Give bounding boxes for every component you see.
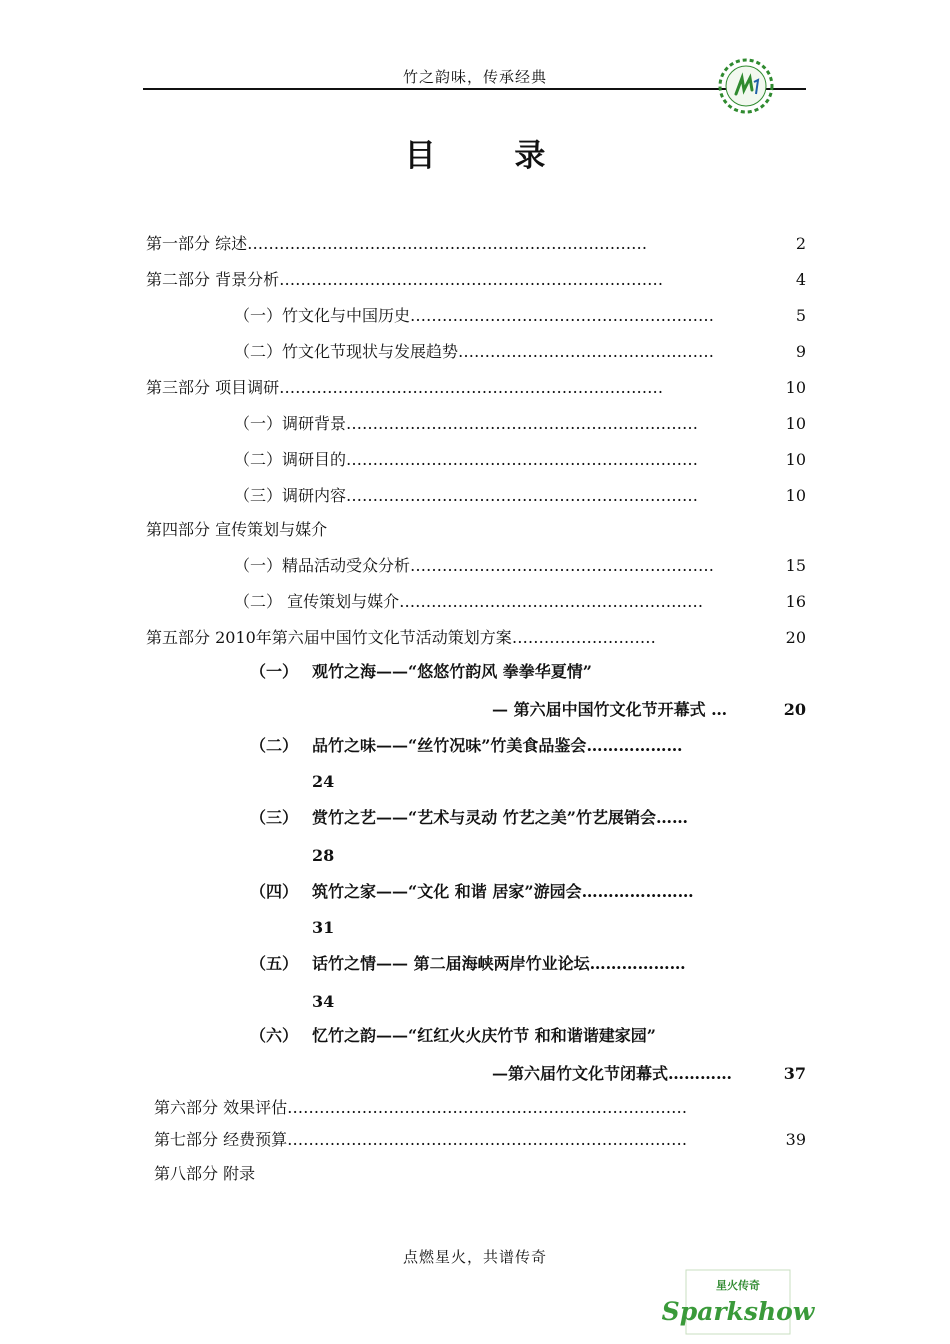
bamboo-festival-logo: [716, 56, 776, 116]
toc-entry-label: 第八部分 附录: [154, 1164, 256, 1183]
toc-page-number: 15: [782, 554, 806, 578]
toc-entry-number: （六）: [250, 1026, 299, 1045]
toc-entry-label: （一）调研背景: [234, 414, 347, 433]
toc-leader-dots: …………………………………………………………………: [247, 234, 648, 253]
toc-leader-dots: …………………………………………………………………: [287, 1130, 688, 1149]
toc-entry-label: 第五部分 2010年第六届中国竹文化节活动策划方案: [146, 628, 512, 647]
toc-entry-number: （一）: [250, 662, 299, 681]
toc-entry-label: （一）精品活动受众分析: [234, 556, 411, 575]
toc-page-number: 4: [792, 268, 806, 292]
toc-entry-label: 第七部分 经费预算: [154, 1130, 288, 1149]
toc-leader-dots: ………………………………………………………………: [279, 378, 664, 397]
toc-leader-dots: ………………………………………………………………: [279, 270, 664, 289]
toc-entry-label: 忆竹之韵——“红红火火庆竹节 和和谐谐建家园”: [312, 1026, 656, 1045]
toc-entry-label: 观竹之海——“悠悠竹韵风 拳拳华夏情”: [312, 662, 592, 681]
toc-entry[interactable]: [250, 734, 806, 758]
toc-entry[interactable]: [234, 590, 806, 614]
toc-leader-dots: …………………………………………………………: [346, 414, 699, 433]
toc-entry[interactable]: [146, 268, 806, 292]
toc-entry[interactable]: [250, 952, 806, 976]
toc-leader-dots: …………………………………………………: [410, 556, 715, 575]
toc-entry[interactable]: [250, 660, 806, 684]
toc-entry[interactable]: [250, 1024, 806, 1048]
toc-leader-dots: …………………………………………: [458, 342, 715, 361]
toc-entry-label: （二） 宣传策划与媒介: [234, 592, 400, 611]
footer-motto: 点燃星火，共谱传奇: [402, 1248, 547, 1266]
toc-entry[interactable]: [234, 304, 806, 328]
toc-entry[interactable]: [312, 990, 806, 1014]
toc-leader-dots: …………: [668, 1064, 733, 1083]
toc-entry[interactable]: [154, 1162, 806, 1186]
toc-entry[interactable]: [146, 626, 806, 650]
toc-page-number: 9: [792, 340, 806, 364]
toc-entry[interactable]: [492, 698, 806, 722]
logo-text: Sparkshow: [661, 1297, 815, 1326]
toc-leader-dots: ………………: [589, 954, 686, 973]
toc-entry[interactable]: [234, 340, 806, 364]
toc-entry[interactable]: [146, 232, 806, 256]
toc-title: 目 录: [404, 138, 580, 174]
toc-page-number: 20: [780, 698, 806, 722]
toc-entry[interactable]: [312, 844, 806, 868]
toc-entry-label: （二）调研目的: [234, 450, 347, 469]
toc-leader-dots: …………………………………………………………: [346, 450, 699, 469]
toc-entry[interactable]: [234, 412, 806, 436]
toc-page-number: 10: [782, 376, 806, 400]
toc-entry-label: 34: [312, 992, 335, 1011]
toc-leader-dots: …………………………………………………: [399, 592, 704, 611]
toc-entry-label: 24: [312, 772, 335, 791]
toc-entry-label: —第六届竹文化节闭幕式: [492, 1064, 669, 1083]
toc-entry[interactable]: [312, 770, 806, 794]
toc-leader-dots: ………………: [586, 736, 683, 755]
toc-entry[interactable]: [492, 1062, 806, 1086]
header-motto: 竹之韵味，传承经典: [402, 68, 547, 86]
toc-entry-label: 第一部分 综述: [146, 234, 248, 253]
header-rule: [143, 88, 806, 90]
toc-leader-dots: …………………………………………………………………: [287, 1098, 688, 1117]
logo-cn-text: 星火传奇: [716, 1279, 760, 1292]
toc-entry[interactable]: [234, 554, 806, 578]
toc-entry-number: （四）: [250, 882, 299, 901]
toc-page-number: 39: [782, 1128, 806, 1152]
toc-page-number: 10: [782, 412, 806, 436]
toc-entry-label: 品竹之味——“丝竹况味”竹美食品鉴会: [312, 736, 587, 755]
toc-page-number: 10: [782, 448, 806, 472]
toc-entry-label: 28: [312, 846, 335, 865]
toc-page-number: 2: [792, 232, 806, 256]
toc-entry[interactable]: [146, 518, 806, 542]
toc-page-number: 37: [780, 1062, 806, 1086]
toc-entry-label: 第二部分 背景分析: [146, 270, 280, 289]
toc-page-number: 20: [782, 626, 806, 650]
toc-entry[interactable]: [154, 1128, 806, 1152]
toc-leader-dots: ……: [656, 808, 688, 827]
toc-leader-dots: …………………: [581, 882, 694, 901]
toc-entry-number: （二）: [250, 736, 299, 755]
toc-entry-number: （五）: [250, 954, 299, 973]
toc-entry[interactable]: [234, 484, 806, 508]
toc-entry[interactable]: [234, 448, 806, 472]
toc-entry-label: 筑竹之家——“文化 和谐 居家”游园会: [312, 882, 582, 901]
toc-entry-label: 第三部分 项目调研: [146, 378, 280, 397]
toc-entry-label: 赏竹之艺——“艺术与灵动 竹艺之美”竹艺展销会: [312, 808, 656, 827]
toc-entry-label: （三）调研内容: [234, 486, 347, 505]
toc-entry[interactable]: [250, 880, 806, 904]
toc-entry-label: （一）竹文化与中国历史: [234, 306, 411, 325]
toc-entry[interactable]: [146, 376, 806, 400]
toc-page-number: 16: [782, 590, 806, 614]
toc-leader-dots: ………………………: [511, 628, 656, 647]
toc-entry-label: 第六部分 效果评估: [154, 1098, 288, 1117]
toc-leader-dots: …………………………………………………………: [346, 486, 699, 505]
toc-entry[interactable]: [154, 1096, 806, 1120]
toc-entry-label: 话竹之情—— 第二届海峡两岸竹业论坛: [312, 954, 590, 973]
toc-page-number: 5: [792, 304, 806, 328]
toc-leader-dots: …………………………………………………: [410, 306, 715, 325]
toc-entry-label: — 第六届中国竹文化节开幕式 …: [492, 700, 728, 719]
toc-entry[interactable]: [312, 916, 806, 940]
toc-entry-number: （三）: [250, 808, 299, 827]
toc-page-number: 10: [782, 484, 806, 508]
sparkshow-logo: [661, 1270, 815, 1334]
toc-entry[interactable]: [250, 806, 806, 830]
toc-entry-label: 第四部分 宣传策划与媒介: [146, 520, 328, 539]
toc-entry-label: （二）竹文化节现状与发展趋势: [234, 342, 459, 361]
toc-entry-label: 31: [312, 918, 335, 937]
